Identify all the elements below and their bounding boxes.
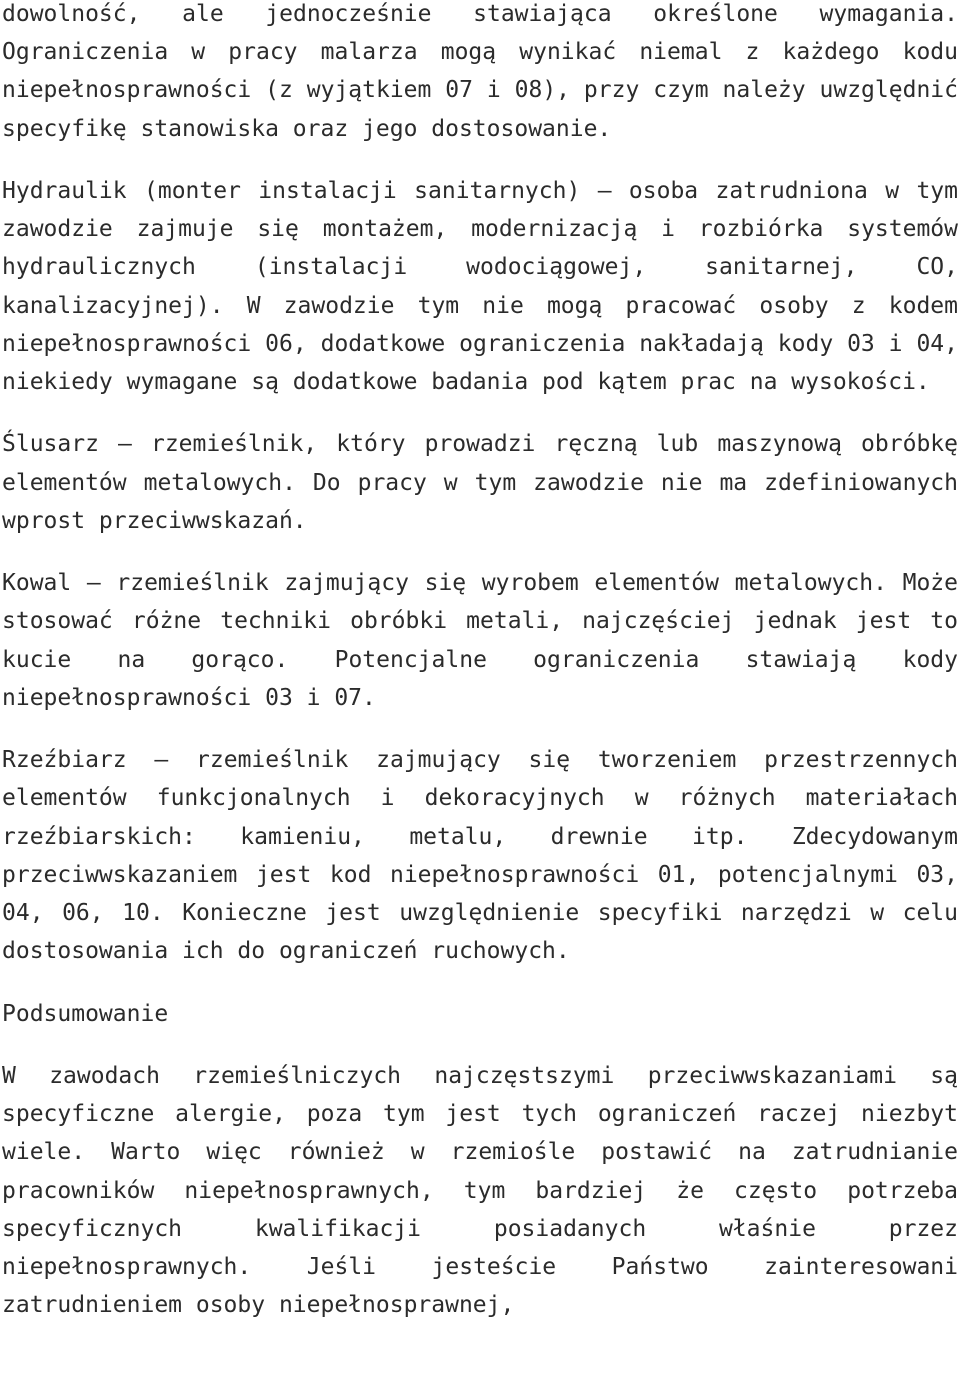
paragraph-rzezbiarz: Rzeźbiarz – rzemieślnik zajmujący się tworzeniem przestrzennych elementów funkcjonalnych i dekoracyjnych w różnych materiałach rzeźbiarskich: kamieniu, metalu, drewnie itp. Zdecydowanym przeciwwskazaniem jest kod niepełnosprawności 01, potencjalnymi 03, 04, 06, 10. Konieczne jest uwzględnienie specyfiki narzędzi w celu dostosowania ich do ograniczeń ruchowych.: [2, 747, 958, 965]
paragraph-malarz-continuation: dowolność, ale jednocześnie stawiająca określone wymagania. Ograniczenia w pracy malarza mogą wynikać niemal z każdego kodu niepełnosprawności (z wyjątkiem 07 i 08), przy czym należy uwzględnić specyfikę stanowiska oraz jego dostosowanie.: [2, 1, 958, 142]
paragraph-hydraulik: Hydraulik (monter instalacji sanitarnych) – osoba zatrudniona w tym zawodzie zajmuje się montażem, modernizacją i rozbiórka systemów hydraulicznych (instalacji wodociągowej, sanitarnej, CO, kanalizacyjnej). W zawodzie tym nie mogą pracować osoby z kodem niepełnosprawności 06, dodatkowe ograniczenia nakładają kody 03 i 04, niekiedy wymagane są dodatkowe badania pod kątem prac na wysokości.: [2, 178, 958, 396]
paragraph-slusarz: Ślusarz – rzemieślnik, który prowadzi ręczną lub maszynową obróbkę elementów metalowych. Do pracy w tym zawodzie nie ma zdefiniowanych wprost przeciwwskazań.: [2, 431, 958, 534]
paragraph-kowal: Kowal – rzemieślnik zajmujący się wyrobem elementów metalowych. Może stosować różne techniki obróbki metali, najczęściej jednak jest to kucie na gorąco. Potencjalne ograniczenia stawiają kody niepełnosprawności 03 i 07.: [2, 570, 958, 711]
section-heading: Podsumowanie: [2, 1000, 169, 1027]
paragraph-summary: W zawodach rzemieślniczych najczęstszymi przeciwwskazaniami są specyficzne alergie, poza tym jest tych ograniczeń raczej niezbyt wiele. Warto więc również w rzemiośle postawić na zatrudnianie pracowników niepełnosprawnych, tym bardziej że często potrzeba specyficznych kwalifikacji posiadanych właśnie przez niepełnosprawnych. Jeśli jesteście Państwo zainteresowani zatrudnieniem osoby niepełnosprawnej,: [2, 1063, 958, 1319]
